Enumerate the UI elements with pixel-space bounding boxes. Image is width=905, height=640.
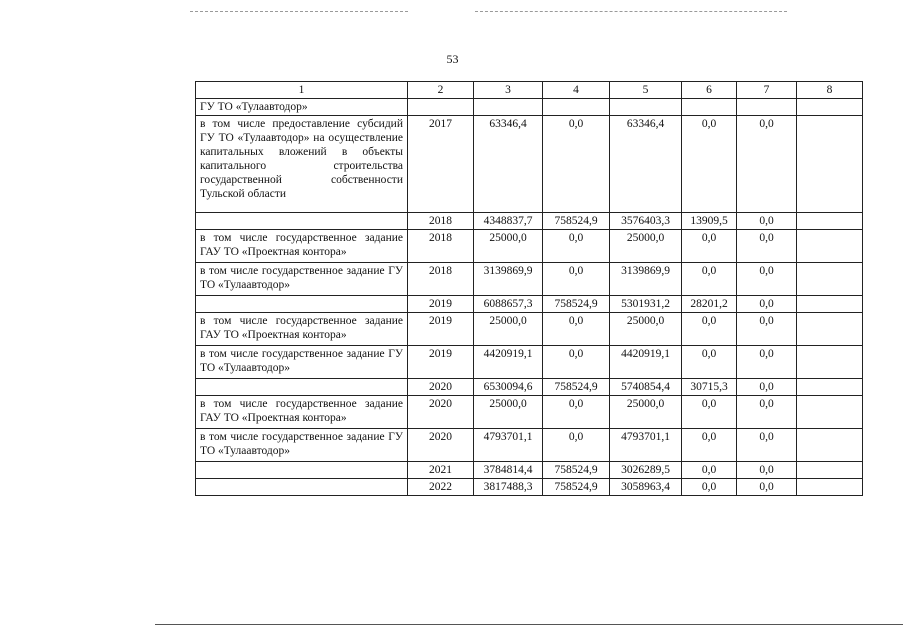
- table-cell: 0,0: [737, 296, 797, 313]
- page-number: 53: [446, 52, 459, 66]
- table-cell: 0,0: [543, 346, 610, 379]
- table-cell: [797, 462, 863, 479]
- table-cell: [797, 313, 863, 346]
- table-cell: 2020: [408, 429, 474, 462]
- table-cell: 0,0: [682, 116, 737, 213]
- header-cell: 4: [543, 82, 610, 99]
- table-cell: 0,0: [682, 346, 737, 379]
- table-row: [196, 263, 863, 296]
- row-description-cell: [196, 296, 408, 313]
- table-row: [196, 396, 863, 429]
- table-cell: 0,0: [737, 230, 797, 263]
- row-description-cell: в том числе государственное задание ГАУ ТО «Проектная контора»: [196, 313, 408, 346]
- budget-table: [195, 81, 863, 496]
- table-row: [196, 429, 863, 462]
- table-cell: 63346,4: [474, 116, 543, 213]
- table-cell: 0,0: [737, 479, 797, 496]
- row-description-cell: в том числе государственное задание ГУ ТО «Тулаавтодор»: [196, 263, 408, 296]
- table-cell: 3784814,4: [474, 462, 543, 479]
- table-cell: 2020: [408, 379, 474, 396]
- table-cell: 28201,2: [682, 296, 737, 313]
- table-cell: [737, 99, 797, 116]
- table-cell: 0,0: [543, 313, 610, 346]
- table-cell: 30715,3: [682, 379, 737, 396]
- table-cell: 3026289,5: [610, 462, 682, 479]
- table-row: [196, 296, 863, 313]
- table-cell: 3576403,3: [610, 213, 682, 230]
- table-cell: 25000,0: [610, 313, 682, 346]
- table-cell: 2019: [408, 296, 474, 313]
- table-cell: 0,0: [737, 462, 797, 479]
- row-description-cell: [196, 379, 408, 396]
- table-cell: 0,0: [543, 429, 610, 462]
- table-cell: 0,0: [737, 263, 797, 296]
- table-cell: 25000,0: [610, 396, 682, 429]
- table-cell: [797, 230, 863, 263]
- table-cell: 3139869,9: [610, 263, 682, 296]
- row-description-cell: в том числе государственное задание ГУ ТО «Тулаавтодор»: [196, 429, 408, 462]
- table-cell: 4348837,7: [474, 213, 543, 230]
- table-cell: 3139869,9: [474, 263, 543, 296]
- table-cell: [797, 346, 863, 379]
- table-cell: 2017: [408, 116, 474, 213]
- header-cell: 2: [408, 82, 474, 99]
- table-cell: [797, 116, 863, 213]
- row-description-cell: ГУ ТО «Тулаавтодор»: [196, 99, 408, 116]
- row-description-cell: [196, 462, 408, 479]
- table-cell: 0,0: [543, 263, 610, 296]
- table-cell: 0,0: [543, 116, 610, 213]
- table-row: [196, 230, 863, 263]
- table-cell: 5301931,2: [610, 296, 682, 313]
- table-cell: [797, 296, 863, 313]
- table-cell: [543, 99, 610, 116]
- table-cell: 0,0: [543, 230, 610, 263]
- table-cell: 6530094,6: [474, 379, 543, 396]
- table-cell: 2019: [408, 346, 474, 379]
- table-cell: [797, 396, 863, 429]
- table-row: [196, 116, 863, 213]
- table-row: [196, 313, 863, 346]
- header-cell: 3: [474, 82, 543, 99]
- table-cell: 25000,0: [610, 230, 682, 263]
- table-cell: [797, 379, 863, 396]
- table-cell: 0,0: [737, 379, 797, 396]
- table-cell: [797, 99, 863, 116]
- table-cell: 63346,4: [610, 116, 682, 213]
- table-cell: [797, 479, 863, 496]
- table-cell: 758524,9: [543, 462, 610, 479]
- table-row: [196, 99, 863, 116]
- table-cell: 4793701,1: [610, 429, 682, 462]
- table-cell: 13909,5: [682, 213, 737, 230]
- row-description-cell: [196, 213, 408, 230]
- table-cell: 4420919,1: [610, 346, 682, 379]
- table-cell: 4793701,1: [474, 429, 543, 462]
- table-cell: 25000,0: [474, 230, 543, 263]
- table-cell: 25000,0: [474, 313, 543, 346]
- table-cell: 2022: [408, 479, 474, 496]
- table-cell: 2020: [408, 396, 474, 429]
- table-row: [196, 379, 863, 396]
- scan-artifact-line-right: [475, 11, 787, 12]
- table-cell: 0,0: [682, 396, 737, 429]
- table-cell: 6088657,3: [474, 296, 543, 313]
- row-description-cell: [196, 479, 408, 496]
- table-cell: 0,0: [682, 462, 737, 479]
- table-cell: 0,0: [737, 213, 797, 230]
- table-cell: [682, 99, 737, 116]
- table-header-row: [196, 82, 863, 99]
- header-cell: 5: [610, 82, 682, 99]
- table-cell: 2021: [408, 462, 474, 479]
- table-row: [196, 346, 863, 379]
- row-description-cell: в том числе государственное задание ГАУ ТО «Проектная контора»: [196, 396, 408, 429]
- table-cell: [797, 213, 863, 230]
- header-cell: 8: [797, 82, 863, 99]
- table-cell: 4420919,1: [474, 346, 543, 379]
- table-cell: 0,0: [737, 346, 797, 379]
- header-cell: 6: [682, 82, 737, 99]
- header-cell: 1: [196, 82, 408, 99]
- row-description-cell: в том числе предоставление субсидий ГУ ТО «Тулаавтодор» на осуществление капитальных вложений в объекты капитального строительства государственной собственности Тульской области: [196, 116, 408, 213]
- bottom-rule: [155, 624, 903, 625]
- table-cell: 3058963,4: [610, 479, 682, 496]
- table-cell: 25000,0: [474, 396, 543, 429]
- table-body: [196, 82, 863, 496]
- table-cell: 758524,9: [543, 213, 610, 230]
- table-cell: 0,0: [737, 313, 797, 346]
- table-cell: [610, 99, 682, 116]
- table-cell: 5740854,4: [610, 379, 682, 396]
- table-cell: [408, 99, 474, 116]
- header-cell: 7: [737, 82, 797, 99]
- table-row: [196, 213, 863, 230]
- table-cell: 758524,9: [543, 296, 610, 313]
- table-cell: 0,0: [682, 479, 737, 496]
- table-cell: 2019: [408, 313, 474, 346]
- row-description-cell: в том числе государственное задание ГУ ТО «Тулаавтодор»: [196, 346, 408, 379]
- table-cell: 3817488,3: [474, 479, 543, 496]
- table-row: [196, 479, 863, 496]
- table-cell: 0,0: [682, 429, 737, 462]
- table-cell: 0,0: [737, 116, 797, 213]
- table-cell: 0,0: [737, 429, 797, 462]
- table-cell: 0,0: [682, 313, 737, 346]
- table-cell: [797, 429, 863, 462]
- table-row: [196, 462, 863, 479]
- table-cell: 0,0: [682, 263, 737, 296]
- row-description-cell: в том числе государственное задание ГАУ ТО «Проектная контора»: [196, 230, 408, 263]
- table-cell: 0,0: [682, 230, 737, 263]
- table-cell: 2018: [408, 230, 474, 263]
- table-cell: 2018: [408, 213, 474, 230]
- table-cell: 2018: [408, 263, 474, 296]
- table-cell: [474, 99, 543, 116]
- table-cell: 758524,9: [543, 379, 610, 396]
- table-cell: [797, 263, 863, 296]
- table-cell: 758524,9: [543, 479, 610, 496]
- table-cell: 0,0: [543, 396, 610, 429]
- scan-artifact-line-left: [190, 11, 408, 12]
- table-cell: 0,0: [737, 396, 797, 429]
